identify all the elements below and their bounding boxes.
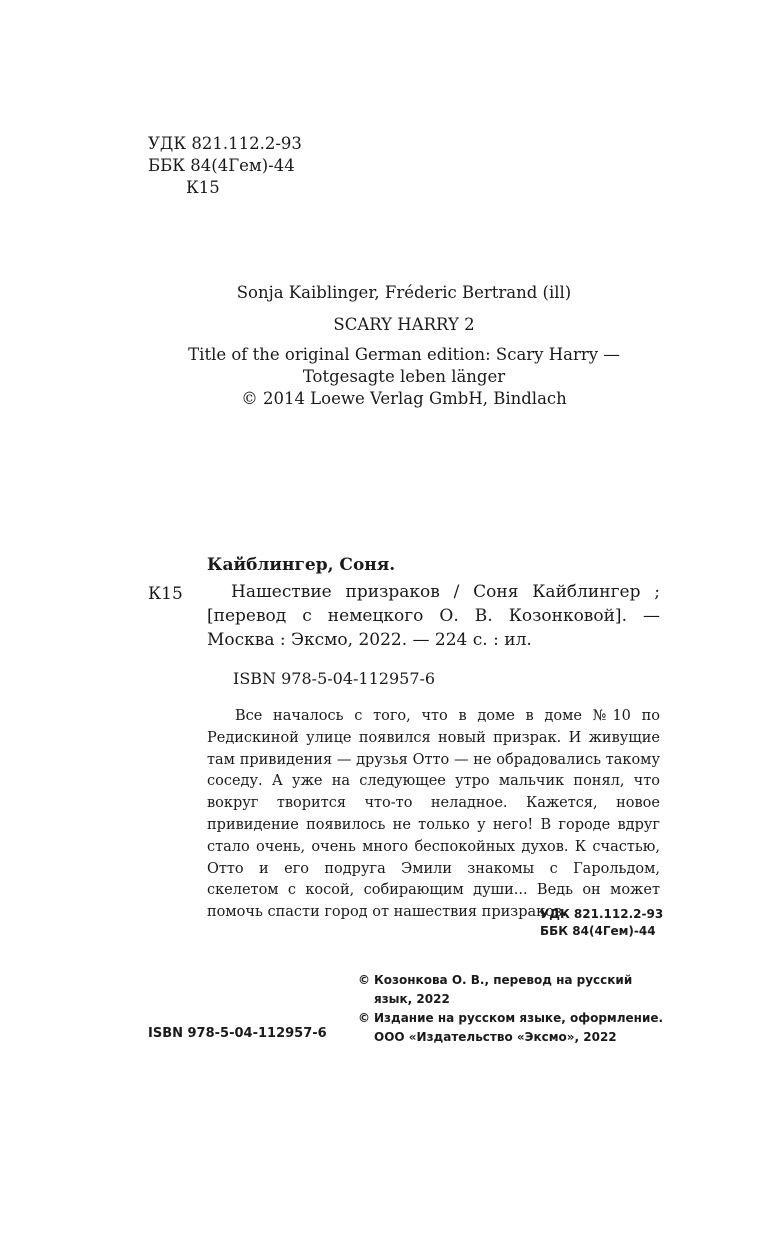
copyright-edition-text: Издание на русском языке, оформление. ООО «Издательство «Эксмо», 2022 (374, 1011, 664, 1044)
original-title: SCARY HARRY 2 (333, 315, 475, 334)
copyright-translation (358, 971, 668, 1009)
original-authors: Sonja Kaiblinger, Fréderic Bertrand (ill) (236, 283, 572, 302)
original-edition-block (148, 282, 660, 410)
original-copyright: © 2014 Loewe Verlag GmbH, Bindlach (241, 389, 567, 408)
annotation-text: Все началось с того, что в доме в доме №10 по Редискиной улице появился новый призрак. И живущие там привидения — друзья Отто — не обрадовались такому соседу. А уже на следующее утро мальчик понял, что вокруг творится что-то неладное. Кажется, новое привидение появилось не только у него! В городе вдруг стало очень, очень много беспокойных духов. К счастью, Отто и его подруга Эмили знакомы с Гарольдом, скелетом с косой, собирающим души... Ведь он может помочь спасти город от нашествия призраков. (207, 708, 660, 921)
original-title-line1: Title of the original German edition: Scary Harry — (188, 345, 620, 364)
copyright-translation-text: Козонкова О. В., перевод на русский язык, 2022 (374, 973, 633, 1006)
author-mark: К15 (186, 178, 220, 197)
bbk-code: ББК 84(4Гем)-44 (148, 156, 295, 175)
copyright-block (358, 971, 668, 1047)
card-isbn: ISBN 978-5-04-112957-6 (233, 669, 436, 688)
bottom-codes (540, 906, 663, 940)
card-description-text: Нашествие призраков / Соня Кайблингер ; [перевод с немецкого О. В. Козонковой]. — Москва : Эксмо, 2022. — 224 с. : ил. (207, 582, 660, 650)
bottom-bbk: ББК 84(4Гем)-44 (540, 924, 656, 938)
card-author: Кайблингер, Соня. (207, 555, 396, 575)
copyright-symbol: © (358, 1011, 370, 1025)
udk-code: УДК 821.112.2-93 (148, 134, 302, 153)
classification-block (148, 133, 302, 199)
card-author-mark: К15 (148, 584, 183, 604)
copyright-edition (358, 1009, 668, 1047)
card-description (207, 580, 660, 652)
isbn-bottom: ISBN 978-5-04-112957-6 (148, 1026, 327, 1041)
original-title-line2: Totgesagte leben länger (302, 367, 506, 386)
bottom-udk: УДК 821.112.2-93 (540, 907, 664, 921)
copyright-symbol: © (358, 973, 370, 987)
